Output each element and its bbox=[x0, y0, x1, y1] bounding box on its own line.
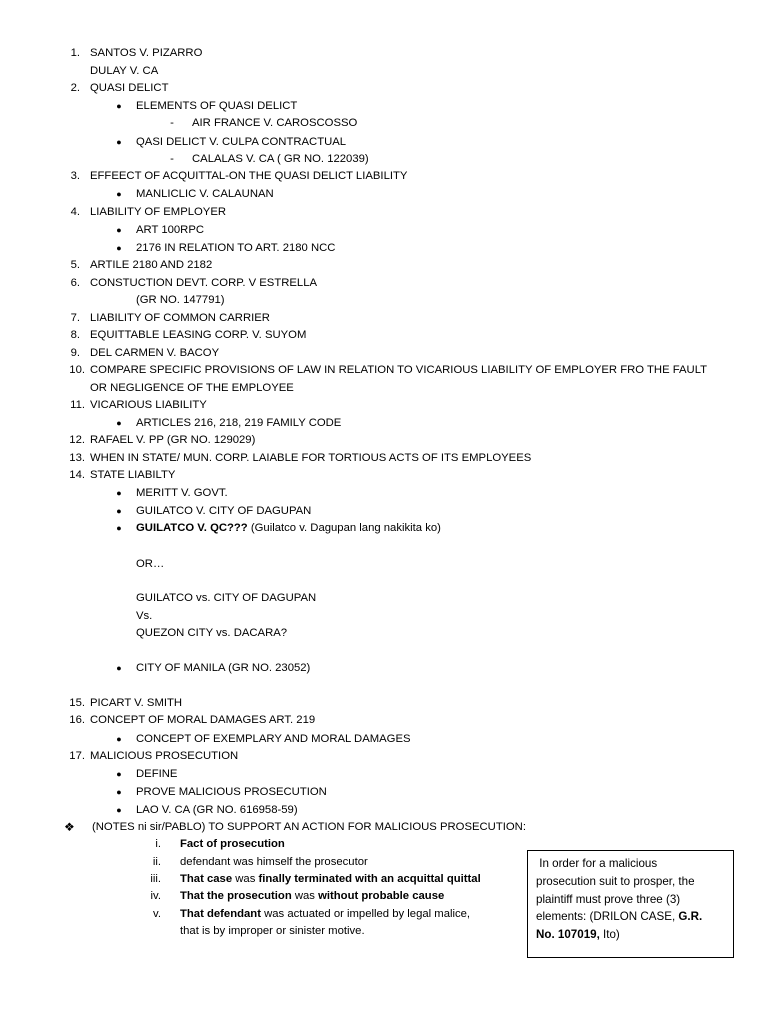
item-number: 13. bbox=[69, 452, 85, 464]
bullet-icon: ● bbox=[116, 506, 122, 516]
element-text-plain: was bbox=[232, 873, 259, 885]
item-number: 7. bbox=[70, 312, 80, 324]
item-number: 15. bbox=[69, 697, 85, 709]
case-title-bold: GUILATCO V. QC??? bbox=[136, 522, 248, 534]
element-text bbox=[180, 871, 481, 889]
box-text: In order for a malicious bbox=[539, 857, 658, 870]
subtopic: ARTICLES 216, 218, 219 FAMILY CODE bbox=[136, 417, 342, 429]
box-text: elements: (DRILON CASE, bbox=[536, 910, 679, 924]
topic-heading: LIABILITY OF EMPLOYER bbox=[90, 206, 227, 218]
case-title: RAFAEL V. PP (GR NO. 129029) bbox=[90, 434, 256, 446]
box-line bbox=[536, 855, 727, 873]
element-text: Fact of prosecution bbox=[180, 838, 285, 850]
bullet-icon: ● bbox=[116, 769, 122, 779]
dash-icon: - bbox=[170, 153, 174, 165]
topic-heading: MALICIOUS PROSECUTION bbox=[90, 750, 239, 762]
subtopic: QASI DELICT V. CULPA CONTRACTUAL bbox=[136, 136, 347, 148]
bullet-icon: ● bbox=[116, 189, 122, 199]
topic-heading: QUASI DELICT bbox=[90, 82, 169, 94]
case-title: SANTOS V. PIZARRO bbox=[90, 47, 203, 59]
bullet-icon: ● bbox=[116, 137, 122, 147]
bullet-icon: ● bbox=[116, 101, 122, 111]
roman-numeral: iv. bbox=[150, 890, 161, 902]
bullet-icon: ● bbox=[116, 418, 122, 428]
case-title: MERITT V. GOVT. bbox=[136, 487, 228, 499]
item-number: 3. bbox=[70, 170, 80, 182]
item-number: 14. bbox=[69, 469, 85, 481]
element-text-bold: without probable cause bbox=[318, 890, 445, 902]
bullet-icon: ● bbox=[116, 488, 122, 498]
topic-heading: OR NEGLIGENCE OF THE EMPLOYEE bbox=[90, 382, 294, 394]
roman-numeral: i. bbox=[155, 838, 161, 850]
box-text-bold: No. 107019, bbox=[536, 928, 600, 942]
handwritten-note: (Guilatco v. Dagupan lang nakikita ko) bbox=[247, 522, 441, 534]
item-number: 9. bbox=[70, 347, 80, 359]
element-text-plain: actuated or impelled by legal malice, bbox=[287, 908, 471, 920]
case-title: CITY OF MANILA (GR NO. 23052) bbox=[136, 662, 311, 674]
box-text: Ito) bbox=[599, 928, 620, 942]
element-text-plain: was bbox=[264, 908, 288, 920]
item-number: 8. bbox=[70, 329, 80, 341]
case-title: MANLICLIC V. CALAUNAN bbox=[136, 188, 274, 200]
item-number: 2. bbox=[70, 82, 80, 94]
subtopic: CONCEPT OF EXEMPLARY AND MORAL DAMAGES bbox=[136, 733, 411, 745]
dash-icon: - bbox=[170, 117, 174, 129]
box-line: prosecution suit to prosper, the bbox=[536, 874, 695, 888]
topic-heading: STATE LIABILTY bbox=[90, 469, 176, 481]
subtopic: 2176 IN RELATION TO ART. 2180 NCC bbox=[136, 242, 336, 254]
bullet-icon: ● bbox=[116, 225, 122, 235]
item-number: 1. bbox=[70, 47, 80, 59]
box-line bbox=[536, 908, 727, 926]
case-title: DEL CARMEN V. BACOY bbox=[90, 347, 220, 359]
case-title: EQUITTABLE LEASING CORP. V. SUYOM bbox=[90, 329, 307, 341]
box-line bbox=[536, 926, 727, 944]
item-number: 4. bbox=[70, 206, 80, 218]
subtopic: DEFINE bbox=[136, 768, 178, 780]
topic-heading: VICARIOUS LIABILITY bbox=[90, 399, 207, 411]
element-text-bold: That case bbox=[180, 873, 233, 885]
case-title: QUEZON CITY vs. DACARA? bbox=[136, 627, 288, 639]
bullet-icon: ● bbox=[116, 787, 122, 797]
item-number: 5. bbox=[70, 259, 80, 271]
or-separator: OR… bbox=[136, 558, 165, 570]
element-text-bold: quittal bbox=[446, 873, 481, 885]
item-number: 11. bbox=[70, 399, 85, 411]
element-text: defendant was himself the prosecutor bbox=[180, 856, 368, 868]
case-title: GUILATCO V. CITY OF DAGUPAN bbox=[136, 505, 312, 517]
case-title: LAO V. CA (GR NO. 616958-59) bbox=[136, 804, 298, 816]
bullet-icon: ● bbox=[116, 523, 122, 533]
roman-numeral: iii. bbox=[150, 873, 161, 885]
element-text: that is by improper or sinister motive. bbox=[180, 925, 365, 937]
drilon-case-note-box bbox=[527, 850, 734, 958]
topic-heading: CONCEPT OF MORAL DAMAGES ART. 219 bbox=[90, 714, 316, 726]
case-title bbox=[136, 520, 441, 538]
element-text bbox=[180, 888, 444, 906]
topic-heading: COMPARE SPECIFIC PROVISIONS OF LAW IN RELATION TO VICARIOUS LIABILITY OF EMPLOYER FRO THE FAULT bbox=[90, 364, 708, 376]
case-title: DULAY V. CA bbox=[90, 65, 159, 77]
element-text-bold: That defendant bbox=[180, 908, 265, 920]
bullet-icon: ● bbox=[116, 805, 122, 815]
versus-label: Vs. bbox=[136, 610, 153, 622]
case-title: GUILATCO vs. CITY OF DAGUPAN bbox=[136, 592, 317, 604]
bullet-icon: ● bbox=[116, 663, 122, 673]
item-number: 12. bbox=[69, 434, 85, 446]
case-title: AIR FRANCE V. CAROSCOSSO bbox=[192, 117, 358, 129]
topic-heading: EFFEECT OF ACQUITTAL-ON THE QUASI DELICT LIABILITY bbox=[90, 170, 408, 182]
topic-heading: LIABILITY OF COMMON CARRIER bbox=[90, 312, 270, 324]
subtopic: PROVE MALICIOUS PROSECUTION bbox=[136, 786, 327, 798]
box-line: plaintiff must prove three (3) bbox=[536, 892, 681, 906]
topic-heading: WHEN IN STATE/ MUN. CORP. LAIABLE FOR TORTIOUS ACTS OF ITS EMPLOYEES bbox=[90, 452, 532, 464]
subtopic: ART 100RPC bbox=[136, 224, 205, 236]
element-text bbox=[180, 906, 470, 924]
item-number: 6. bbox=[70, 277, 80, 289]
case-title: CONSTUCTION DEVT. CORP. V ESTRELLA bbox=[90, 277, 318, 289]
element-text-plain: was bbox=[294, 890, 319, 902]
box-text-bold: G.R. bbox=[678, 910, 703, 924]
bullet-icon: ● bbox=[116, 243, 122, 253]
item-number: 16. bbox=[69, 714, 85, 726]
case-title: PICART V. SMITH bbox=[90, 697, 183, 709]
diamond-bullet-icon: ❖ bbox=[64, 820, 75, 834]
roman-numeral: v. bbox=[153, 908, 161, 920]
case-citation: (GR NO. 147791) bbox=[136, 294, 225, 306]
topic-heading: ARTILE 2180 AND 2182 bbox=[90, 259, 213, 271]
item-number: 17. bbox=[69, 750, 85, 762]
bullet-icon: ● bbox=[116, 734, 122, 744]
item-number: 10. bbox=[69, 364, 85, 376]
element-text-bold: That the prosecution bbox=[180, 890, 295, 902]
case-title: CALALAS V. CA ( GR NO. 122039) bbox=[192, 153, 369, 165]
subtopic: ELEMENTS OF QUASI DELICT bbox=[136, 100, 298, 112]
roman-numeral: ii. bbox=[152, 856, 161, 868]
element-text-bold: finally terminated with an acquittal bbox=[258, 873, 447, 885]
notes-header: (NOTES ni sir/PABLO) TO SUPPORT AN ACTION FOR MALICIOUS PROSECUTION: bbox=[92, 821, 526, 833]
